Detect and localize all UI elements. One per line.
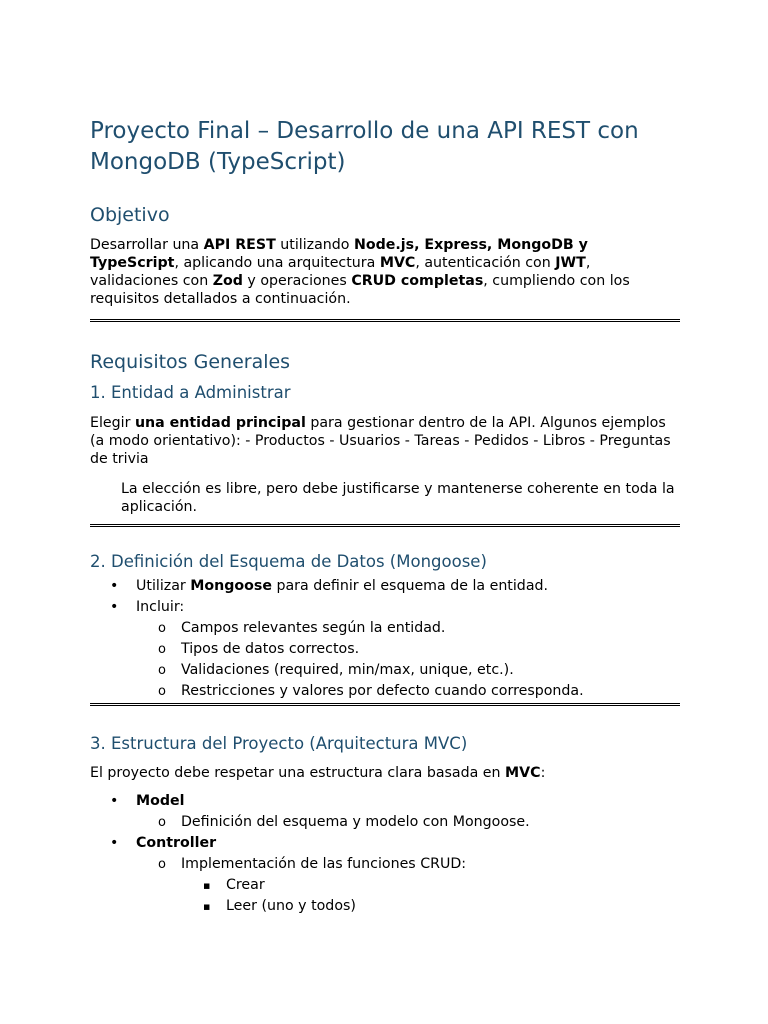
subsection-2-heading: 2. Definición del Esquema de Datos (Mongoose) bbox=[90, 552, 487, 571]
sub-marker: o bbox=[158, 642, 166, 657]
document-title: Proyecto Final – Desarrollo de una API REST con MongoDB (TypeScript) bbox=[90, 118, 639, 175]
section-objetivo-heading: Objetivo bbox=[90, 204, 170, 226]
mvc-list bbox=[90, 791, 680, 917]
bullet-marker: • bbox=[110, 793, 119, 809]
entidad-paragraph: Elegir una entidad principal para gestionar dentro de la API. Algunos ejemplos (a modo orientativo): - Productos - Usuarios - Tareas - Pedidos - Libros - Preguntas de trivia bbox=[90, 415, 671, 467]
document-content bbox=[90, 116, 680, 917]
list-item: • Model o Definición del esquema y modelo con Mongoose. bbox=[90, 791, 680, 833]
horizontal-rule bbox=[90, 703, 680, 706]
bullet-marker: • bbox=[110, 578, 119, 594]
subsection-3-heading: 3. Estructura del Proyecto (Arquitectura MVC) bbox=[90, 734, 468, 753]
section-requisitos-heading: Requisitos Generales bbox=[90, 351, 291, 373]
model-sublist bbox=[136, 812, 680, 833]
bullet-marker: • bbox=[110, 835, 119, 851]
list-item: o Implementación de las funciones CRUD: ▪ Crear ▪ Leer (uno y todos) bbox=[136, 854, 680, 917]
bullet-marker: • bbox=[110, 599, 119, 615]
blockquote: La elección es libre, pero debe justificarse y mantenerse coherente en toda la aplicación. bbox=[121, 481, 675, 515]
sub-marker: o bbox=[158, 684, 166, 699]
horizontal-rule bbox=[90, 524, 680, 527]
list-item: o Campos relevantes según la entidad. bbox=[136, 618, 680, 639]
list-item: ▪ Crear bbox=[181, 875, 680, 896]
list-item: • Controller o Implementación de las funciones CRUD: ▪ Crear ▪ Leer (uno y todos) bbox=[90, 833, 680, 917]
mvc-paragraph: El proyecto debe respetar una estructura clara basada en MVC: bbox=[90, 765, 546, 781]
sub-marker: o bbox=[158, 815, 166, 830]
subsection-1-heading: 1. Entidad a Administrar bbox=[90, 383, 291, 402]
list-item: o Definición del esquema y modelo con Mongoose. bbox=[136, 812, 680, 833]
list-item: o Validaciones (required, min/max, unique, etc.). bbox=[136, 660, 680, 681]
schema-list bbox=[90, 576, 680, 702]
list-item: o Restricciones y valores por defecto cuando corresponda. bbox=[136, 681, 680, 702]
controller-sublist bbox=[136, 854, 680, 917]
square-marker: ▪ bbox=[203, 900, 211, 913]
sub-marker: o bbox=[158, 857, 166, 872]
objetivo-paragraph: Desarrollar una API REST utilizando Node.js, Express, MongoDB y TypeScript, aplicando una arquitectura MVC, autenticación con JWT, validaciones con Zod y operaciones CRUD completas, cumpliendo con los requisitos detallados a continuación. bbox=[90, 237, 630, 307]
list-item: o Tipos de datos correctos. bbox=[136, 639, 680, 660]
list-item: ▪ Leer (uno y todos) bbox=[181, 896, 680, 917]
list-item: • Utilizar Mongoose para definir el esquema de la entidad. bbox=[90, 576, 680, 597]
sub-marker: o bbox=[158, 621, 166, 636]
list-item: • Incluir: o Campos relevantes según la entidad. o Tipos de datos correctos. o Validaciones (required, min/max, unique, etc.). o Restricciones y valores por defecto cuando corresponda. bbox=[90, 597, 680, 702]
square-marker: ▪ bbox=[203, 879, 211, 892]
sub-marker: o bbox=[158, 663, 166, 678]
schema-sublist bbox=[136, 618, 680, 702]
crud-sublist bbox=[181, 875, 680, 917]
horizontal-rule bbox=[90, 319, 680, 322]
